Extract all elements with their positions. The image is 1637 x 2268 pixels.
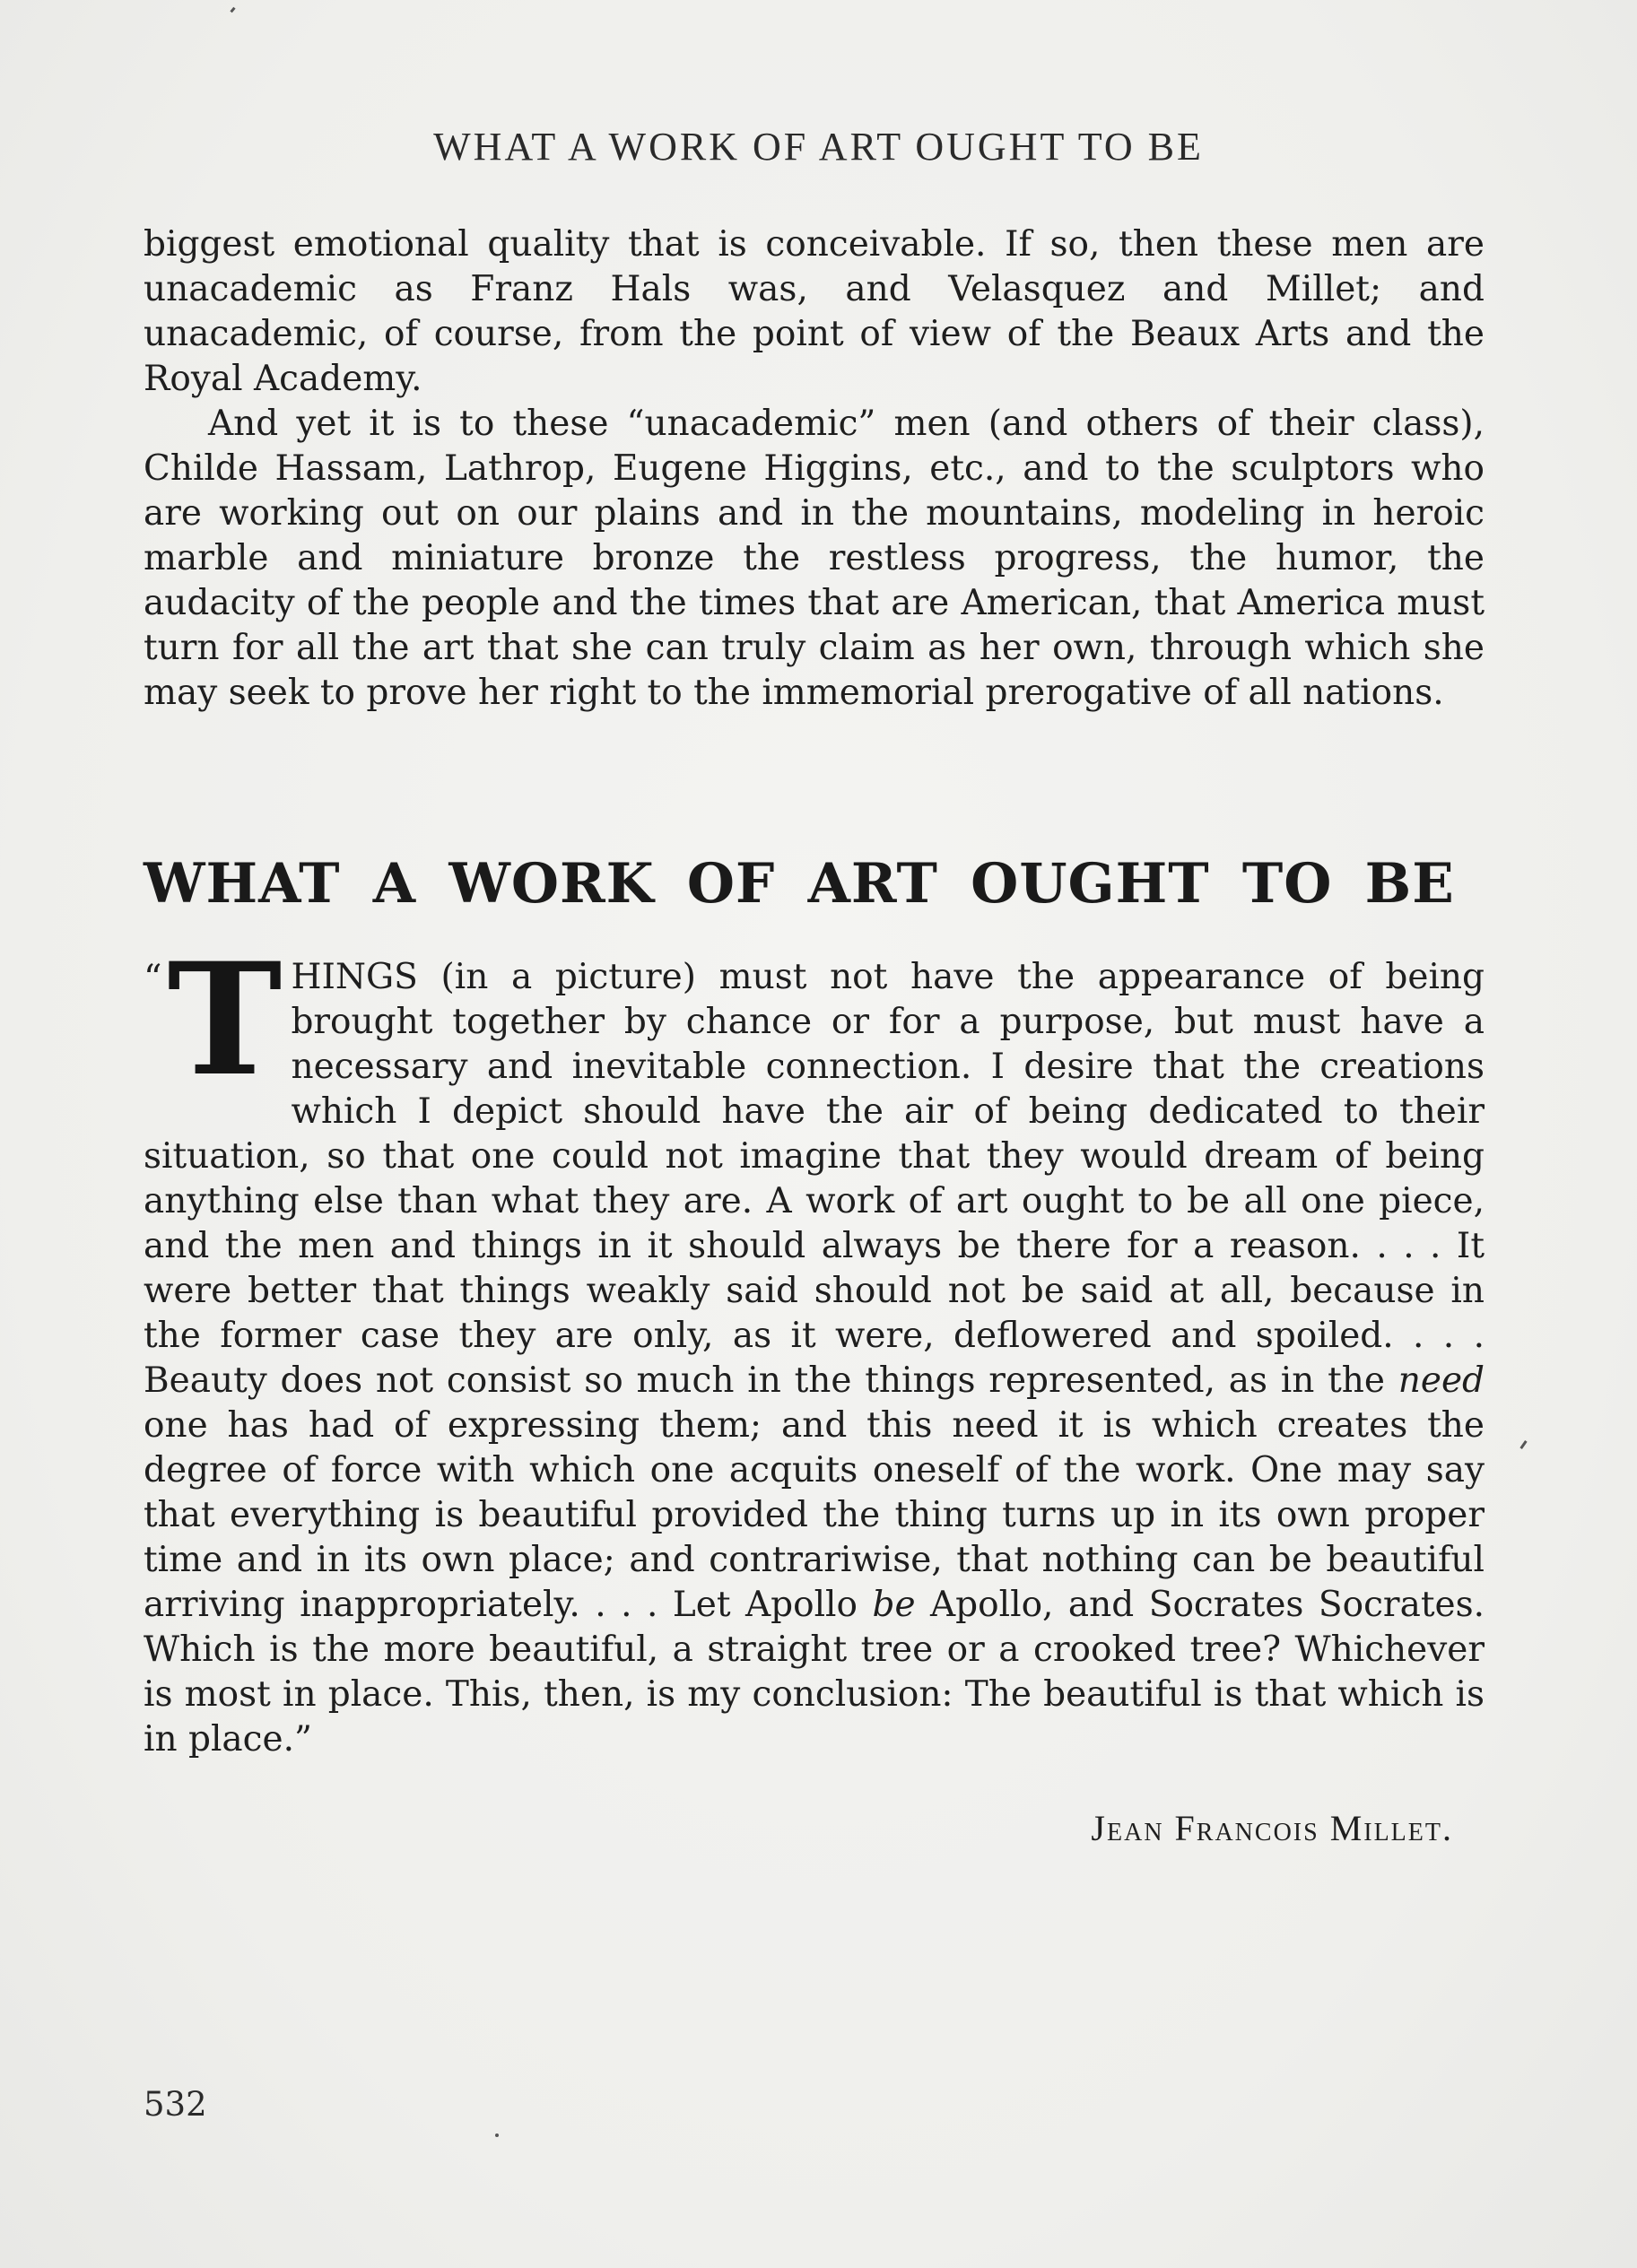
continuation-text <box>144 222 1485 716</box>
quotation <box>144 928 1485 1762</box>
attribution: Jean Francois Millet. <box>1091 1808 1453 1848</box>
running-head: WHAT A WORK OF ART OUGHT TO BE <box>433 125 1204 169</box>
quote-emphasis: need <box>1398 1360 1485 1401</box>
page-number: 532 <box>144 2085 207 2124</box>
scan-speck <box>1519 1440 1527 1449</box>
section-title: WHAT A WORK OF ART OUGHT TO BE <box>144 852 1455 916</box>
quote-text: HINGS (in a picture) must not have the appearance of being brought together by chance or for a purpose, but must have a necessary and inevitable connection. I desire that the creations which I depict should have the air of being dedicated to their situation, so that one could not imagine that they would dream of being anything else than what they are. A work of art ought to be all one piece, and the men and things in it should always be there for a reason. . . . It were better that things weakly said should not be said at all, because in the former case they are only, as it were, deflowered and spoiled. . . . Beauty does not consist so much in the things represented, as in the <box>144 957 1485 1401</box>
drop-cap-block <box>144 928 283 1110</box>
scan-speck <box>230 7 235 13</box>
quote-text: one has had of expressing them; and this need it is which creates the degree of force with which one acquits oneself of the work. One may say that everything is beautiful provided the thing turns up in its own proper time and in its own place; and contrariwise, that nothing can be beautiful arriving inappropriately. . . . Let Apollo <box>144 1405 1485 1625</box>
drop-cap: T <box>167 928 283 1110</box>
open-quote-mark: “ <box>144 958 162 999</box>
paragraph: biggest emotional quality that is conceivable. If so, then these men are unacademic as Franz Hals was, and Velasquez and Millet; and unacademic, of course, from the point of view of the Beaux Arts and the Royal Academy. <box>144 224 1485 399</box>
scan-speck <box>495 2133 499 2137</box>
quote-paragraph <box>144 928 1485 1762</box>
quote-text: Apollo, and Socrates Socrates. Which is the more beautiful, a straight tree or a crooked tree? Whichever is most in place. This, then, is my conclusion: The beautiful is that which is in place.” <box>144 1585 1485 1760</box>
paragraph: And yet it is to these “unacademic” men (and others of their class), Childe Hassam, Lathrop, Eugene Higgins, etc., and to the sculptors who are working out on our plains and in the mountains, modeling in heroic marble and miniature bronze the restless progress, the humor, the audacity of the people and the times that are American, that America must turn for all the art that she can truly claim as her own, through which she may seek to prove her right to the immemorial prerogative of all nations. <box>144 404 1485 713</box>
quote-emphasis: be <box>872 1585 916 1625</box>
